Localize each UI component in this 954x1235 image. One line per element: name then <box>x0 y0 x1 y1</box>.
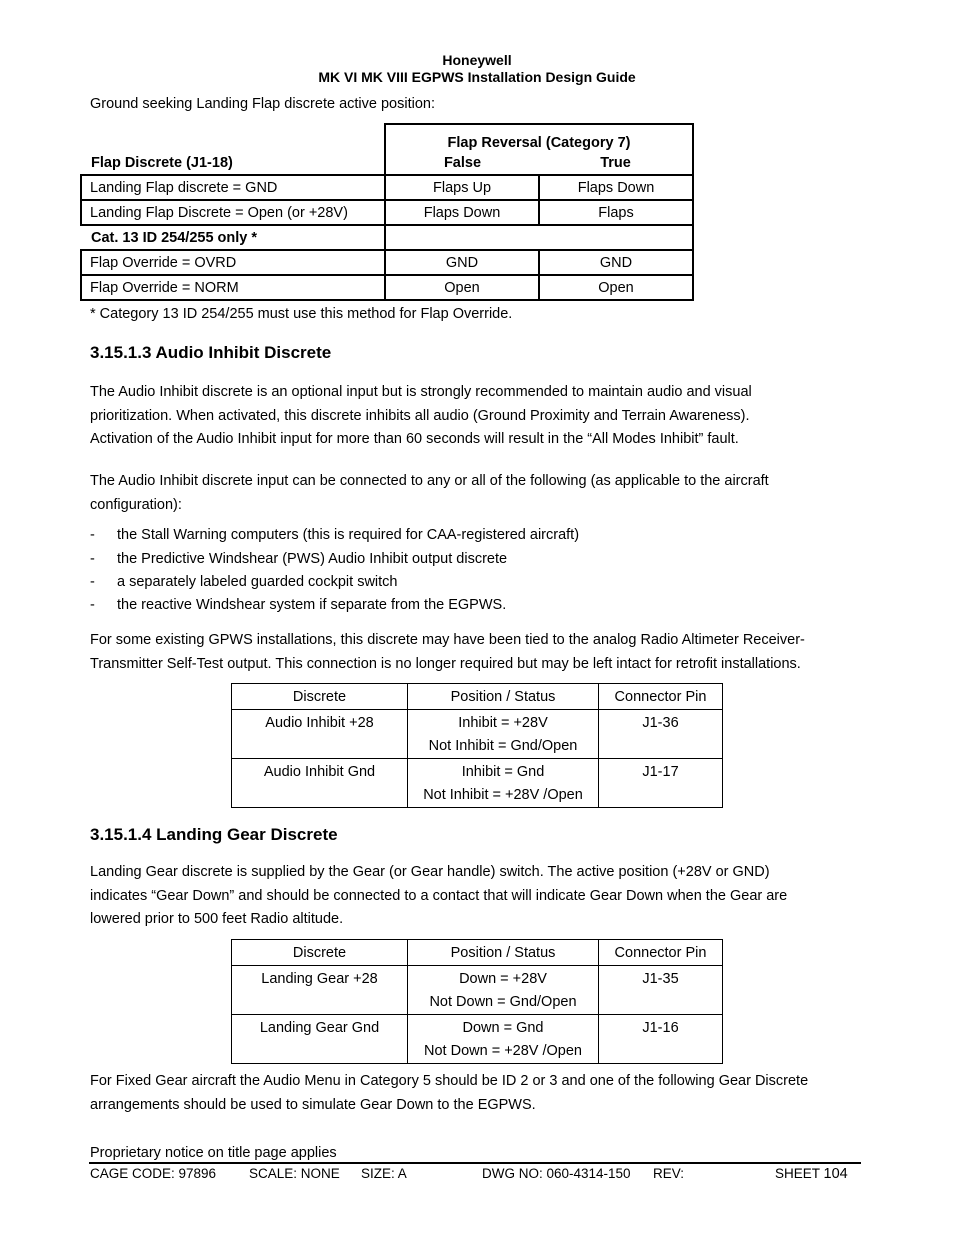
size: SIZE: A <box>361 1166 407 1181</box>
cage-code: CAGE CODE: 97896 <box>90 1166 217 1181</box>
table-row: Landing Flap discrete = GND Flaps Up Flaps Down <box>81 175 693 200</box>
drawing-number: DWG NO: 060-4314-150 <box>482 1166 631 1181</box>
list-item: - the Stall Warning computers (this is required for CAA-registered aircraft) <box>90 527 580 543</box>
list-item: - the reactive Windshear system if separate from the EGPWS. <box>90 597 507 613</box>
header-title: MK VI MK VIII EGPWS Installation Design Guide <box>318 69 636 85</box>
proprietary-notice: Proprietary notice on title page applies <box>90 1145 337 1161</box>
gear-para-2: For Fixed Gear aircraft the Audio Menu in Category 5 should be ID 2 or 3 and one of the following Gear Discrete arrangements should be used to simulate Gear Down to the EGPWS. <box>90 1073 809 1113</box>
intro-text: Ground seeking Landing Flap discrete active position: <box>90 96 435 112</box>
flap-discrete-col-label: Flap Discrete (J1-18) <box>91 154 233 171</box>
table-row: Landing Flap Discrete = Open (or +28V) Flaps Down Flaps <box>81 200 693 225</box>
list-item: - the Predictive Windshear (PWS) Audio Inhibit output discrete <box>90 551 508 567</box>
gear-para-1: Landing Gear discrete is supplied by the Gear (or Gear handle) switch. The active position (+28V or GND) indicates “Gear Down” and should be connected to a contact that will indicate Gear Down when the Gear are lowered prior to 500 feet Radio altitude. <box>90 864 788 927</box>
col-false: False <box>385 151 539 175</box>
audio-inhibit-table: Discrete Position / Status Connector Pin Audio Inhibit +28 Inhibit = +28V Not Inhibit = Gnd/Open J1-36 Audio Inhibit Gnd Inhibit = Gnd Not Inhibit = +28V /Open J1-17 <box>231 683 723 808</box>
flap-discrete-table <box>80 123 694 301</box>
table-row: Audio Inhibit Gnd Inhibit = Gnd Not Inhibit = +28V /Open J1-17 <box>232 759 723 808</box>
cat13-label: Cat. 13 ID 254/255 only * <box>91 229 258 246</box>
audio-para-3: For some existing GPWS installations, this discrete may have been tied to the analog Radio Altimeter Receiver- Transmitter Self-Test output. This connection is no longer required but may be left intact for retrofit installations. <box>90 632 805 672</box>
sheet-number: SHEET 104 <box>775 1166 848 1182</box>
list-item: - a separately labeled guarded cockpit switch <box>90 574 398 590</box>
landing-gear-table: Discrete Position / Status Connector Pin Landing Gear +28 Down = +28V Not Down = Gnd/Open J1-35 Landing Gear Gnd Down = Gnd Not Down = +28V /Open J1-16 <box>231 939 723 1064</box>
audio-para-1: The Audio Inhibit discrete is an optional input but is strongly recommended to maintain audio and visual prioritization. When activated, this discrete inhibits all audio (Ground Proximity and Terrain Awareness). Activation of the Audio Inhibit input for more than 60 seconds will result in the “All Modes Inhibit” fault. <box>90 384 752 447</box>
revision: REV: <box>653 1166 685 1181</box>
scale: SCALE: NONE <box>249 1166 340 1181</box>
col-true: True <box>539 151 693 175</box>
footer-divider <box>89 1162 861 1164</box>
table-row: Flap Override = OVRD GND GND <box>81 250 693 275</box>
table-row: Landing Gear +28 Down = +28V Not Down = Gnd/Open J1-35 <box>232 966 723 1015</box>
gear-heading: 3.15.1.4 Landing Gear Discrete <box>90 825 338 844</box>
flap-reversal-header: Flap Reversal (Category 7) <box>385 124 693 151</box>
table-row: Audio Inhibit +28 Inhibit = +28V Not Inhibit = Gnd/Open J1-36 <box>232 710 723 759</box>
table-row: Flap Override = NORM Open Open <box>81 275 693 300</box>
audio-para-2: The Audio Inhibit discrete input can be connected to any or all of the following (as applicable to the aircraft configuration): <box>90 473 769 513</box>
audio-heading: 3.15.1.3 Audio Inhibit Discrete <box>90 343 332 362</box>
flap-footnote: * Category 13 ID 254/255 must use this method for Flap Override. <box>90 306 513 322</box>
table-row <box>81 225 693 250</box>
header-company: Honeywell <box>442 52 512 68</box>
table-row: Landing Gear Gnd Down = Gnd Not Down = +28V /Open J1-16 <box>232 1015 723 1064</box>
